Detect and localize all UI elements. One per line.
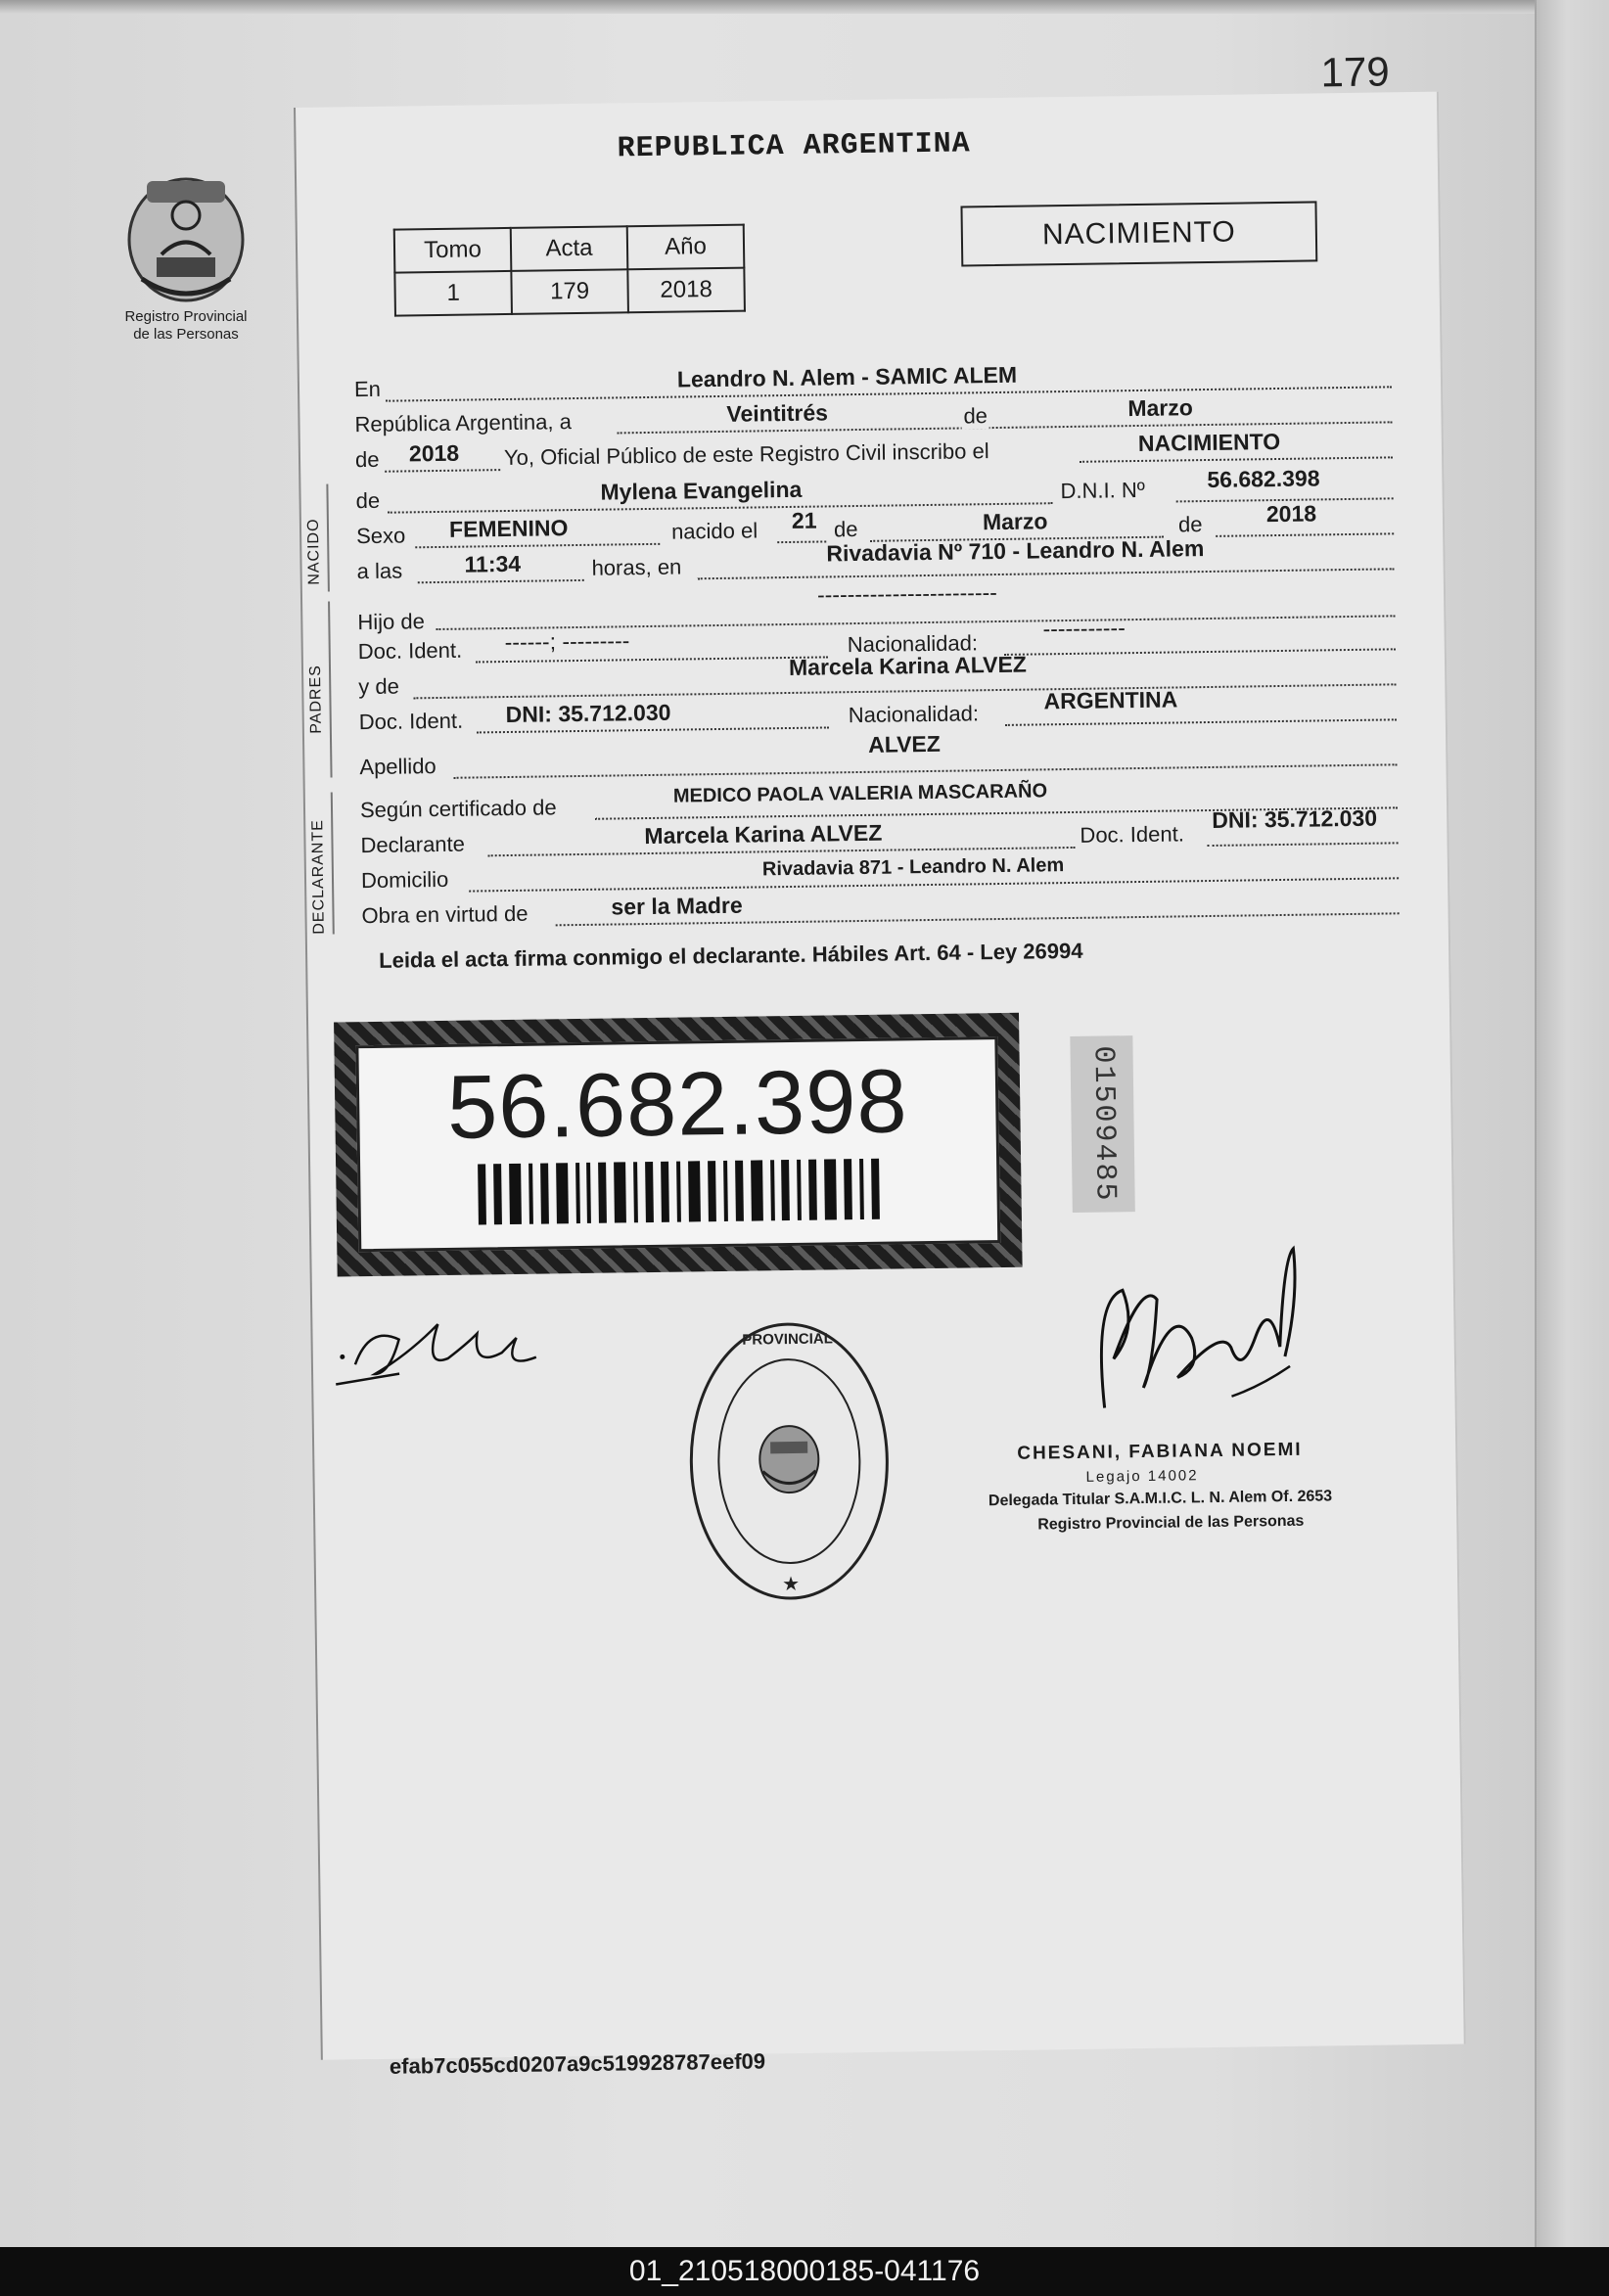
registry-seal [682, 1313, 896, 1610]
barcode-bar [661, 1162, 669, 1222]
sexo-value: FEMENINO [448, 515, 569, 542]
birth-year-dots [1216, 532, 1394, 537]
svg-text:★: ★ [781, 1573, 801, 1596]
record-value-anio: 2018 [627, 268, 745, 313]
en-label: En [353, 376, 382, 402]
barcode-bar [575, 1163, 580, 1223]
barcode-bar [540, 1163, 549, 1223]
page-number: 179 [1320, 48, 1390, 96]
barcode-bar [723, 1161, 728, 1221]
apellido-dots [454, 763, 1398, 778]
padres-separator [328, 602, 333, 778]
record-header-tomo: Tomo [394, 228, 512, 273]
en-value: Leandro N. Alem - SAMIC ALEM [676, 361, 1018, 392]
birth-certificate-form [294, 48, 1466, 2079]
barcode-bar [633, 1162, 638, 1222]
side-label-nacido: NACIDO [304, 518, 323, 585]
dni-barcode-label [334, 1013, 1023, 1277]
declarante-label: Declarante [360, 831, 466, 858]
signer-legajo: Legajo 14002 [1085, 1467, 1199, 1486]
barcode-bar [844, 1159, 852, 1219]
dni-label-number: 56.682.398 [446, 1051, 909, 1158]
father-name-value: ------------------------ [816, 579, 997, 608]
serial-strip [1070, 1035, 1135, 1213]
apellido-label: Apellido [359, 754, 437, 780]
father-doc-value: ------; --------- [504, 627, 630, 656]
barcode-bar [676, 1162, 681, 1222]
birth-time-value: 11:34 [464, 550, 522, 577]
apellido-value: ALVEZ [867, 730, 942, 758]
barcode-bar [688, 1161, 701, 1221]
declarante-value: Marcela Karina ALVEZ [644, 819, 883, 850]
declarante-doc-dots [1208, 842, 1399, 847]
segun-value: MEDICO PAOLA VALERIA MASCARAÑO [672, 780, 1048, 807]
barcode-bar [645, 1162, 654, 1222]
year-dots [385, 469, 500, 473]
domicilio-label: Domicilio [360, 866, 449, 894]
barcode-bar [797, 1160, 802, 1220]
acto-dots [1080, 456, 1393, 462]
page-right-edge [1535, 0, 1609, 2247]
hijo-label: Hijo de [357, 609, 425, 635]
yde-label: y de [358, 673, 400, 700]
registry-label-line1: Registro Provincial [124, 308, 248, 325]
document-hash: efab7c055cd0207a9c519928787eef09 [389, 2048, 766, 2079]
mother-doc-label: Doc. Ident. [358, 708, 464, 735]
barcode-bar [478, 1164, 486, 1224]
record-value-acta: 179 [511, 269, 628, 314]
republica-label: República Argentina, a [354, 409, 573, 437]
signer-role: Delegada Titular S.A.M.I.C. L. N. Alem Of. 2653 [988, 1488, 1333, 1510]
footer-file-id: 01_210518000185-041176 [0, 2247, 1609, 2296]
day-value: Veintitrés [726, 399, 829, 427]
segun-label: Según certificado de [359, 795, 557, 823]
mother-nat-label: Nacionalidad: [848, 701, 980, 728]
barcode-bar [751, 1160, 763, 1220]
record-type-box: NACIMIENTO [960, 201, 1317, 266]
barcode-bar [493, 1164, 502, 1224]
declarante-separator [331, 793, 335, 935]
de3-label: de [833, 516, 858, 542]
record-value-tomo: 1 [394, 271, 512, 316]
alas-label: a las [356, 558, 403, 584]
barcode-bar [587, 1163, 592, 1223]
de2-label: de [354, 446, 380, 473]
signer-office: Registro Provincial de las Personas [1037, 1512, 1305, 1534]
acto-value: NACIMIENTO [1137, 428, 1281, 456]
declarante-doc-label: Doc. Ident. [1080, 821, 1185, 848]
side-label-declarante: DECLARANTE [309, 819, 328, 935]
mother-nat-dots [1005, 718, 1397, 726]
place-dots [698, 568, 1395, 579]
de-label: de [961, 403, 989, 429]
closing-text: Leida el acta firma conmigo el declarante. Hábiles Art. 64 - Ley 26994 [379, 938, 1083, 973]
domicilio-value: Rivadavia 871 - Leandro N. Alem [761, 854, 1065, 881]
nacido-separator [326, 484, 330, 592]
mother-nat-value: ARGENTINA [1043, 686, 1178, 714]
barcode-bar [509, 1164, 522, 1224]
de4-label: de [1177, 512, 1203, 537]
svg-text:PROVINCIAL: PROVINCIAL [742, 1330, 833, 1349]
month-value: Marzo [1127, 394, 1193, 422]
registry-label-line2: de las Personas [133, 326, 239, 343]
official-signature [330, 1294, 547, 1404]
scan-top-edge [0, 0, 1609, 14]
obra-label: Obra en virtud de [361, 900, 529, 929]
delegate-signature [1082, 1239, 1320, 1438]
birth-year-value: 2018 [1265, 500, 1317, 528]
barcode-bar [614, 1162, 626, 1222]
serial-number: 01509485 [1085, 1045, 1122, 1203]
barcode [478, 1159, 880, 1225]
registry-label [108, 308, 264, 344]
record-header-acta: Acta [511, 226, 628, 271]
barcode-bar [598, 1163, 607, 1223]
barcode-bar [708, 1161, 716, 1221]
sexo-label: Sexo [355, 523, 406, 549]
barcode-bar [556, 1163, 569, 1223]
barcode-bar [735, 1161, 744, 1221]
dni-label: D.N.I. Nº [1060, 477, 1145, 504]
birth-month-value: Marzo [982, 508, 1048, 535]
record-table [393, 224, 746, 317]
nacido-label: nacido el [670, 518, 759, 544]
father-nat-value: ----------- [1042, 615, 1126, 642]
oficial-text: Yo, Oficial Público de este Registro Civil inscribo el [503, 438, 989, 471]
barcode-bar [871, 1159, 880, 1219]
child-dni-value: 56.682.398 [1207, 465, 1320, 493]
year-value: 2018 [408, 439, 460, 467]
birth-day-dots [777, 540, 826, 543]
barcode-bar [770, 1160, 775, 1220]
country-title: REPUBLICA ARGENTINA [617, 127, 971, 166]
barcode-bar [808, 1160, 817, 1220]
birth-day-value: 21 [791, 507, 817, 533]
mother-name-value: Marcela Karina ALVEZ [788, 651, 1028, 680]
barcode-bar [781, 1160, 790, 1220]
father-nat-label: Nacionalidad: [847, 630, 979, 658]
horas-label: horas, en [591, 554, 682, 580]
row-apellido [359, 730, 1397, 784]
name-de-label: de [355, 487, 381, 514]
mother-doc-value: DNI: 35.712.030 [505, 699, 671, 728]
birth-place-value: Rivadavia Nº 710 - Leandro N. Alem [826, 535, 1205, 567]
dni-label-inner [355, 1036, 1000, 1252]
provincial-emblem-logo [117, 161, 254, 308]
form-right-border [1437, 92, 1466, 2044]
time-dots [418, 579, 584, 583]
signer-name: CHESANI, FABIANA NOEMI [1017, 1439, 1303, 1464]
sexo-dots [415, 543, 660, 548]
barcode-bar [529, 1164, 533, 1224]
declarante-doc-value: DNI: 35.712.030 [1212, 804, 1378, 833]
child-name-value: Mylena Evangelina [600, 476, 803, 505]
obra-value: ser la Madre [611, 892, 743, 920]
form-left-border [294, 108, 323, 2060]
barcode-bar [859, 1159, 864, 1219]
record-header-anio: Año [627, 225, 745, 270]
side-label-padres: PADRES [306, 665, 325, 734]
barcode-bar [824, 1159, 837, 1219]
father-doc-label: Doc. Ident. [357, 637, 463, 665]
